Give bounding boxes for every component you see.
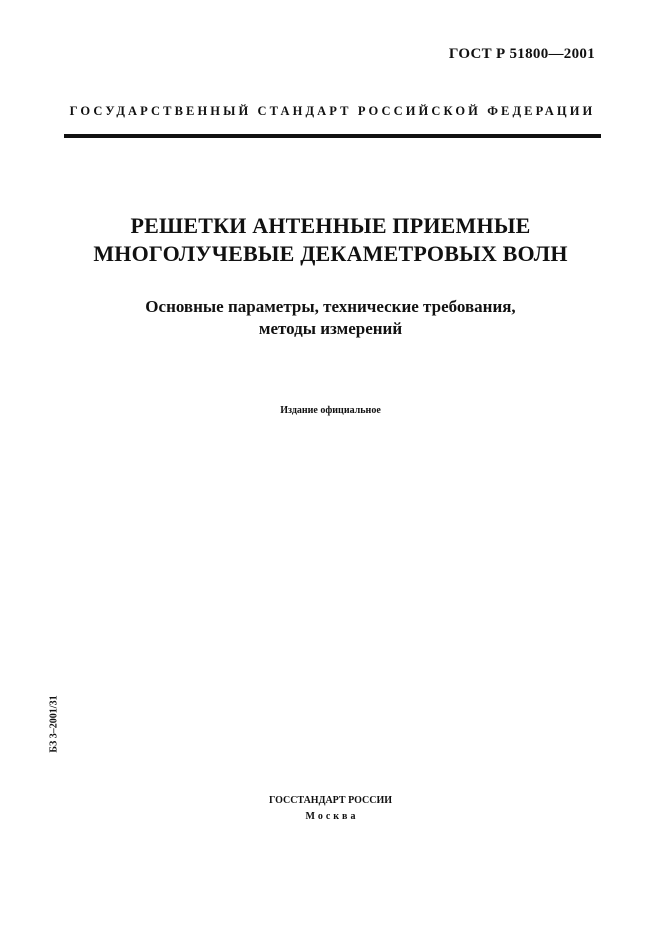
main-title [40,212,621,268]
edition-note: Издание официальное [280,405,381,416]
header-divider [64,134,601,138]
subtitle-line-1: Основные параметры, технические требования, [145,297,516,316]
document-number: ГОСТ Р 51800—2001 [448,46,595,62]
subtitle-line-2: методы измерений [258,319,403,338]
side-catalog-code: БЗ 3–2001/31 [48,695,60,753]
subtitle [40,296,621,340]
main-title-line-2: МНОГОЛУЧЕВЫЕ ДЕКАМЕТРОВЫХ ВОЛН [93,241,568,266]
publication-city: Москва [305,811,359,822]
main-title-line-1: РЕШЕТКИ АНТЕННЫЕ ПРИЕМНЫЕ [130,213,531,238]
publisher-name: ГОССТАНДАРТ РОССИИ [268,795,393,806]
state-standard-heading: ГОСУДАРСТВЕННЫЙ СТАНДАРТ РОССИЙСКОЙ ФЕДЕРАЦИИ [69,104,596,118]
